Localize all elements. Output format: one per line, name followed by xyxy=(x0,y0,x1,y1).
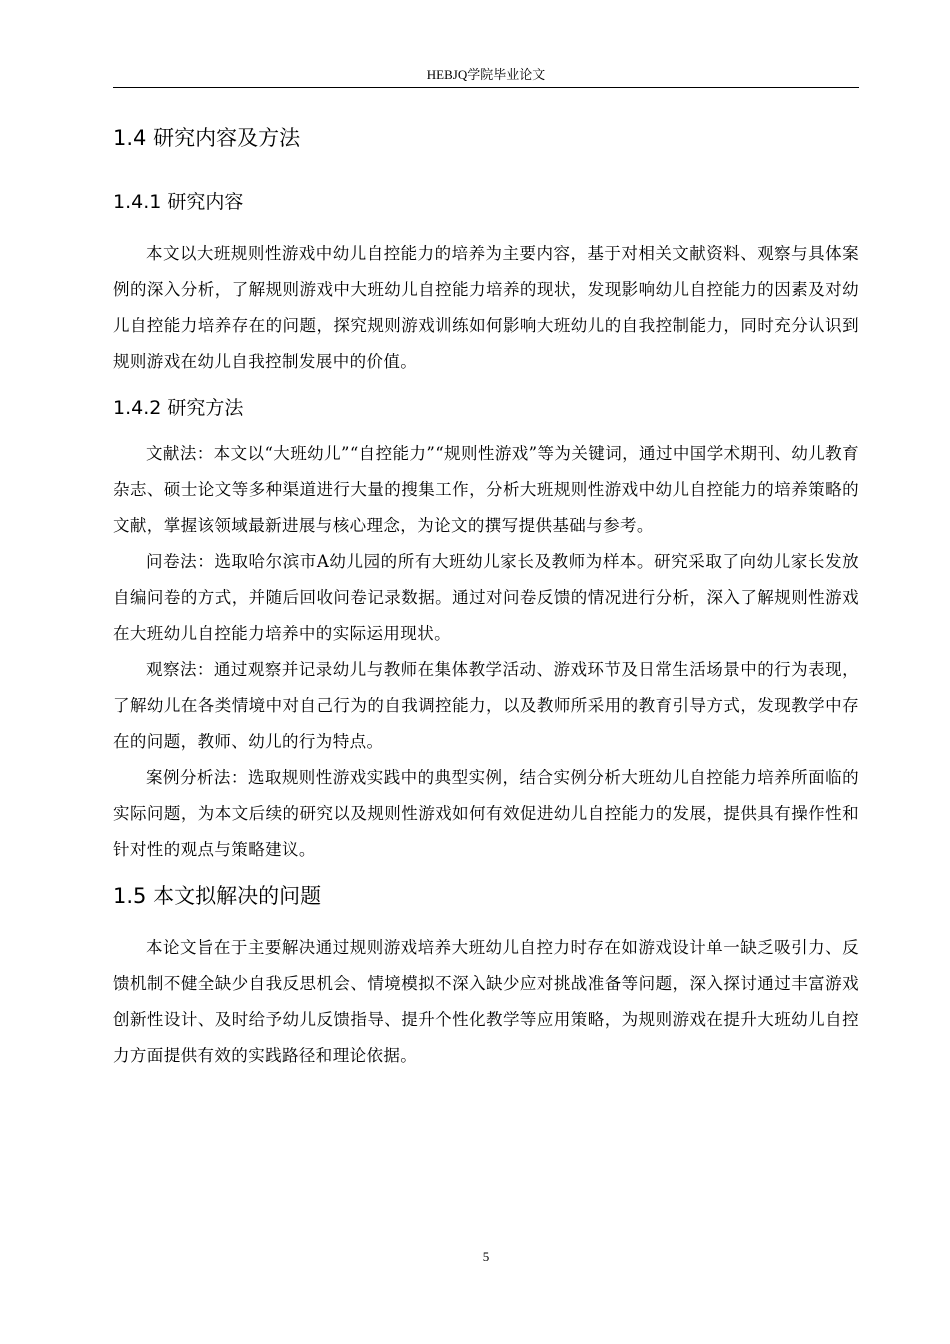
spacer xyxy=(113,868,859,876)
header-rule xyxy=(113,87,859,88)
subsection-heading-1-4-1: 1.4.1 研究内容 xyxy=(113,191,244,213)
spacer xyxy=(113,380,859,388)
spacer xyxy=(113,158,859,182)
paragraph-questionnaire-method: 问卷法：选取哈尔滨市A幼儿园的所有大班幼儿家长及教师为样本。研究采取了向幼儿家长发放自编问卷的方式，并随后回收问卷记录数据。通过对问卷反馈的情况进行分析，深入了解规则性游戏在大班幼儿自控能力培养中的实际运用现状。 xyxy=(113,552,859,643)
paragraph-case-analysis-method: 案例分析法：选取规则性游戏实践中的典型实例，结合实例分析大班幼儿自控能力培养所面临的实际问题，为本文后续的研究以及规则性游戏如何有效促进幼儿自控能力的发展，提供具有操作性和针对性的观点与策略建议。 xyxy=(113,768,859,859)
paragraph-problems-to-solve: 本论文旨在于主要解决通过规则游戏培养大班幼儿自控力时存在如游戏设计单一缺乏吸引力、反馈机制不健全缺少自我反思机会、情境模拟不深入缺少应对挑战准备等问题，深入探讨通过丰富游戏创新性设计、及时给予幼儿反馈指导、提升个性化教学等应用策略，为规则游戏在提升大班幼儿自控力方面提供有效的实践路径和理论依据。 xyxy=(113,938,859,1065)
page-number: 5 xyxy=(482,1249,490,1264)
spacer xyxy=(113,222,859,236)
page-body xyxy=(113,118,859,1074)
spacer xyxy=(113,428,859,436)
spacer xyxy=(113,916,859,930)
running-header: HEBJQ学院毕业论文 xyxy=(426,67,546,82)
paragraph-research-content: 本文以大班规则性游戏中幼儿自控能力的培养为主要内容，基于对相关文献资料、观察与具体案例的深入分析，了解规则游戏中大班幼儿自控能力培养的现状，发现影响幼儿自控能力的因素及对幼儿自控能力培养存在的问题，探究规则游戏训练如何影响大班幼儿的自我控制能力，同时充分认识到规则游戏在幼儿自我控制发展中的价值。 xyxy=(113,244,859,371)
paragraph-literature-method: 文献法：本文以“大班幼儿”“自控能力”“规则性游戏”等为关键词，通过中国学术期刊、幼儿教育杂志、硕士论文等多种渠道进行大量的搜集工作，分析大班规则性游戏中幼儿自控能力的培养策略的文献，掌握该领域最新进展与核心理念，为论文的撰写提供基础与参考。 xyxy=(113,444,859,535)
subsection-heading-1-4-2: 1.4.2 研究方法 xyxy=(113,397,244,419)
section-heading-1-5: 1.5 本文拟解决的问题 xyxy=(113,884,322,908)
paragraph-observation-method: 观察法：通过观察并记录幼儿与教师在集体教学活动、游戏环节及日常生活场景中的行为表现，了解幼儿在各类情境中对自己行为的自我调控能力，以及教师所采用的教育引导方式，发现教学中存在的问题，教师、幼儿的行为特点。 xyxy=(113,660,859,751)
section-heading-1-4: 1.4 研究内容及方法 xyxy=(113,126,301,150)
